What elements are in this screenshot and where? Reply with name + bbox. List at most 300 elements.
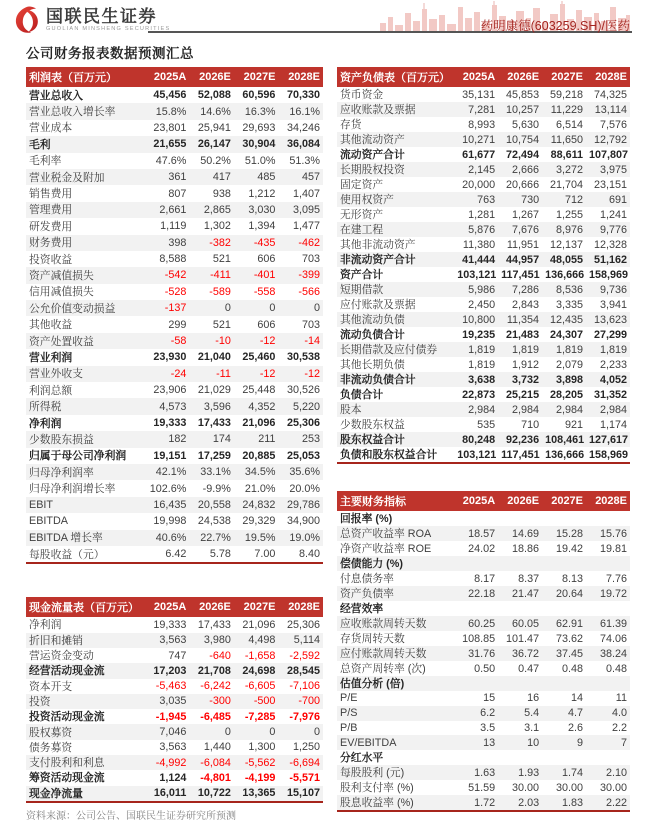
cell-value: 417 <box>189 169 234 185</box>
cell-value: 730 <box>498 192 542 207</box>
negative-value: -528 <box>164 285 187 298</box>
table-row <box>337 132 630 147</box>
cell-value: 2.2 <box>611 721 627 734</box>
negative-value: -12 <box>304 367 320 380</box>
flame-logo-icon <box>13 6 41 34</box>
row-label: 折旧和摊销 <box>26 633 145 648</box>
table-row <box>337 706 630 721</box>
table-row <box>337 735 630 750</box>
row-label: 筹资活动现金流 <box>29 772 105 785</box>
cell-value: 48,055 <box>542 252 586 267</box>
table-row <box>337 402 630 417</box>
cell-value: 44,957 <box>498 252 542 267</box>
table-row <box>26 103 323 119</box>
cell-value: 34,900 <box>286 515 320 528</box>
cell-value: 7,046 <box>145 724 190 739</box>
table-row <box>26 87 323 103</box>
cell-value: 73.62 <box>555 632 584 645</box>
row-label: 净资产收益率 ROE <box>340 543 432 555</box>
cell-value: 0 <box>278 300 323 316</box>
row-label: 利润总额 <box>29 384 73 397</box>
row-label: 营业总收入 <box>29 89 83 102</box>
row-label: 股东权益合计 <box>337 432 454 447</box>
cell-value <box>189 284 234 300</box>
negative-value: -500 <box>253 695 276 708</box>
cell-value: 51.3% <box>289 154 320 167</box>
cell-value: 0.48 <box>605 662 627 675</box>
cell-value: 30,538 <box>286 351 320 364</box>
cell-value: 8,536 <box>542 282 586 297</box>
cell-value: 72,494 <box>506 148 540 161</box>
table-row <box>337 252 630 267</box>
cell-value: 1,281 <box>468 208 496 221</box>
cell-value: 1,302 <box>203 220 231 233</box>
cell-value: 2,450 <box>468 298 496 311</box>
cell-value: 38.24 <box>586 646 630 661</box>
row-label: 其他流动负债 <box>337 312 454 327</box>
negative-value: -2,592 <box>289 649 320 662</box>
table-row <box>26 284 323 300</box>
negative-value: -137 <box>164 302 187 315</box>
row-label: 资产合计 <box>340 269 384 281</box>
cell-value: 6,514 <box>555 118 584 131</box>
table-row <box>26 382 323 398</box>
table-row <box>337 327 630 342</box>
cell-value: 51.59 <box>468 781 496 794</box>
cell-value <box>278 235 323 251</box>
cell-value: 398 <box>145 235 190 251</box>
table-row <box>26 755 323 770</box>
negative-value: -1,658 <box>244 649 276 662</box>
cell-value: 25,306 <box>286 417 320 429</box>
row-label: 估值分析 (倍) <box>337 676 630 691</box>
cell-value: 11,380 <box>462 238 496 251</box>
cell-value: 36.72 <box>498 646 542 661</box>
cell-value: 2,865 <box>189 202 234 218</box>
cell-value: 14.69 <box>498 526 542 541</box>
cell-value: 10,257 <box>498 102 542 117</box>
negative-value: -5,562 <box>244 756 276 769</box>
cell-value: 20,000 <box>462 178 496 191</box>
cell-value: 8.13 <box>562 572 584 585</box>
row-label: 长期股权投资 <box>337 162 454 177</box>
cell-value: 25,053 <box>286 449 320 462</box>
cell-value: 24.02 <box>468 542 496 555</box>
row-label: 付息债务率 <box>340 573 394 585</box>
cell-value: 211 <box>234 431 279 447</box>
row-label: 负债和股东权益合计 <box>340 449 438 461</box>
cell-value: 1.93 <box>498 765 542 780</box>
cell-value: 1.83 <box>542 795 586 811</box>
negative-value: -58 <box>170 335 187 348</box>
cell-value: 21,029 <box>197 384 231 397</box>
table-row <box>26 546 323 563</box>
cell-value: 5,876 <box>454 222 498 237</box>
row-label: 偿债能力 (%) <box>337 556 630 571</box>
company-logo <box>13 6 170 34</box>
negative-value: -411 <box>210 269 231 282</box>
year-header: 2027E <box>234 597 279 617</box>
cell-value: 7,576 <box>599 118 627 131</box>
cell-value: 710 <box>521 418 540 431</box>
cell-value: 21,655 <box>145 136 190 152</box>
cell-value: 3,638 <box>454 372 498 387</box>
cell-value: 17,433 <box>197 618 231 631</box>
cell-value: 6.2 <box>454 706 498 721</box>
table-row <box>337 432 630 447</box>
cell-value: 21,483 <box>506 328 540 341</box>
cell-value: 4.0 <box>586 706 630 721</box>
cell-value: 5,114 <box>278 633 323 648</box>
cell-value: 19,998 <box>153 515 187 528</box>
cell-value: 7 <box>586 735 630 750</box>
row-label: 应付账款周转天数 <box>337 646 454 661</box>
cell-value: 25,448 <box>242 384 276 397</box>
row-label: P/E <box>340 692 358 705</box>
cell-value: -9.9% <box>202 482 231 495</box>
negative-value: -640 <box>209 649 231 662</box>
row-label: 经营活动现金流 <box>26 663 145 678</box>
row-label: 营业成本 <box>29 122 73 135</box>
row-label: 信用减值损失 <box>29 286 94 299</box>
cell-value: 1,300 <box>248 741 276 754</box>
table-row <box>337 297 630 312</box>
cell-value <box>278 709 323 724</box>
cell-value: 31.76 <box>454 646 498 661</box>
cell-value: 11 <box>615 692 627 705</box>
cell-value: 14.6% <box>189 103 234 119</box>
negative-value: -12 <box>259 367 276 380</box>
cell-value: 2.22 <box>586 795 630 811</box>
table-row <box>26 513 323 529</box>
cell-value: 17,203 <box>145 663 190 678</box>
cell-value: 485 <box>234 169 279 185</box>
negative-value: -11 <box>216 367 231 380</box>
year-header: 2028E <box>586 491 630 511</box>
cell-value <box>189 679 234 694</box>
table-row <box>337 177 630 192</box>
cell-value: 10 <box>498 735 542 750</box>
row-label: 营运资金变动 <box>29 650 94 663</box>
cell-value: 22.18 <box>454 586 498 601</box>
row-label: 营业总收入增长率 <box>26 103 145 119</box>
negative-value: -10 <box>215 335 231 348</box>
cell-value: 3,596 <box>189 398 234 414</box>
cell-value: 2,984 <box>498 402 542 417</box>
cell-value: 1.63 <box>454 765 498 780</box>
table-title: 主要财务指标 <box>337 491 454 511</box>
cell-value: 1,819 <box>468 358 496 371</box>
cell-value: 23,906 <box>153 384 187 397</box>
cell-value <box>189 333 234 349</box>
cell-value <box>234 770 279 785</box>
cell-value: 88,611 <box>550 148 584 161</box>
negative-value: -435 <box>253 236 276 249</box>
page-title: 公司财务报表数据预测汇总 <box>26 46 194 61</box>
cell-value: 102.6% <box>149 482 187 495</box>
table-row <box>337 691 630 706</box>
cell-value: 60.05 <box>498 616 542 631</box>
table-row <box>337 447 630 463</box>
cell-value: 0 <box>189 724 234 739</box>
table-row <box>337 765 630 780</box>
logo-text-en: GUOLIAN MINSHENG SECURITIES <box>46 25 171 32</box>
cell-value: 6.42 <box>165 548 187 561</box>
key-indicators-section <box>337 491 630 812</box>
cell-value: 60,596 <box>242 89 276 102</box>
cashflow-statement-section <box>26 597 323 803</box>
table-row <box>337 162 630 177</box>
table-row <box>26 218 323 234</box>
row-label: 归属于母公司净利润 <box>29 450 127 463</box>
cell-value: 27,299 <box>593 328 627 341</box>
table-row <box>337 780 630 795</box>
table-row <box>337 661 630 676</box>
cell-value: 2.6 <box>568 721 584 734</box>
cell-value: 136,666 <box>545 448 585 461</box>
cell-value: 20,885 <box>242 449 276 462</box>
cell-value: 2.03 <box>498 795 542 811</box>
row-label: 少数股东损益 <box>26 431 145 447</box>
cell-value: 21,096 <box>242 417 276 429</box>
cell-value <box>234 267 279 283</box>
row-label: 经营效率 <box>340 603 384 615</box>
row-label: 营业利润 <box>29 351 73 364</box>
row-label: 销售费用 <box>29 188 73 201</box>
cell-value: 19,235 <box>462 328 496 341</box>
cell-value: 3,975 <box>586 162 630 177</box>
row-label: P/S <box>337 706 454 721</box>
cell-value: 1,440 <box>203 741 231 754</box>
row-label: 固定资产 <box>340 179 384 191</box>
cell-value: 22,873 <box>462 388 496 401</box>
table-row <box>26 235 323 251</box>
row-label: 公允价值变动损益 <box>26 300 145 316</box>
cell-value: 25,306 <box>286 618 320 631</box>
row-label: 股权募资 <box>26 724 145 739</box>
cell-value: 2,666 <box>498 162 542 177</box>
cell-value <box>278 267 323 283</box>
cell-value: 3,030 <box>234 202 279 218</box>
cell-value: 8.37 <box>518 572 540 585</box>
negative-value: -4,992 <box>155 756 187 769</box>
row-label: 毛利 <box>26 136 145 152</box>
cell-value: 3,980 <box>189 633 234 648</box>
table-row <box>337 571 630 586</box>
row-label: 支付股利和利息 <box>26 755 145 770</box>
table-row <box>26 202 323 218</box>
table-row <box>26 740 323 755</box>
negative-value: -6,694 <box>289 756 320 769</box>
cell-value: 1,124 <box>159 771 187 784</box>
table-row <box>26 448 323 464</box>
table-header-row <box>337 67 630 87</box>
cell-value <box>145 267 190 283</box>
cell-value: 703 <box>301 318 320 331</box>
negative-value: -24 <box>170 367 187 380</box>
cell-value: 2,233 <box>599 358 627 371</box>
cell-value: 2,984 <box>586 402 630 417</box>
cell-value: 23,151 <box>593 178 627 191</box>
cell-value: 1,174 <box>599 418 627 431</box>
negative-value: -12 <box>259 335 276 348</box>
cell-value: 20,558 <box>189 497 234 513</box>
cell-value: 2,145 <box>454 162 498 177</box>
report-stock-title: 药明康德(603259.SH)/医药 <box>480 19 630 33</box>
row-label: 股本 <box>337 402 454 417</box>
cell-value: 13,365 <box>234 786 279 802</box>
cell-value: 7,286 <box>498 282 542 297</box>
row-label: 归母净利润率 <box>26 464 145 480</box>
left-column <box>26 67 323 822</box>
cell-value: 5,220 <box>278 398 323 414</box>
cell-value: 158,969 <box>589 268 629 281</box>
cell-value: 1,819 <box>498 342 542 357</box>
cell-value: 1,819 <box>586 342 630 357</box>
cell-value <box>278 755 323 770</box>
cell-value: 2,079 <box>555 358 584 371</box>
cell-value: 3,898 <box>542 372 586 387</box>
table-row <box>26 648 323 663</box>
logo-text <box>46 8 170 33</box>
cell-value: 3,335 <box>555 298 584 311</box>
cell-value: 1,394 <box>248 220 276 233</box>
cell-value <box>234 366 279 382</box>
cell-value: 4,498 <box>234 633 279 648</box>
cell-value: 8,993 <box>468 118 496 131</box>
year-header: 2025A <box>145 597 190 617</box>
row-label: 分红水平 <box>340 752 384 765</box>
cell-value <box>189 235 234 251</box>
cell-value: 3.5 <box>480 721 496 734</box>
year-header: 2025A <box>145 67 190 87</box>
balance-table <box>337 67 630 464</box>
cell-value: 1,119 <box>160 220 187 233</box>
row-label: 每股收益（元） <box>29 548 105 561</box>
right-column <box>337 67 630 812</box>
cell-value: 1,477 <box>292 220 320 233</box>
section-row <box>337 556 630 571</box>
cell-value: 18.86 <box>512 542 540 555</box>
cell-value: 1,819 <box>454 342 498 357</box>
cell-value: 16 <box>527 692 540 705</box>
cell-value: 24,698 <box>234 663 279 678</box>
row-label: 现金净流量 <box>26 786 145 802</box>
table-row <box>26 398 323 414</box>
row-label: 资产负债率 <box>337 586 454 601</box>
row-label: 每股股利 (元) <box>337 765 454 780</box>
cell-value: 15,107 <box>278 786 323 802</box>
cell-value: 2,984 <box>542 402 586 417</box>
cell-value: 35.6% <box>278 464 323 480</box>
table-row <box>26 333 323 349</box>
cell-value: 7.76 <box>605 572 627 585</box>
cell-value: 13,114 <box>586 102 630 117</box>
cell-value: 34,246 <box>286 121 320 134</box>
cell-value: 3,035 <box>145 694 190 709</box>
table-row <box>26 724 323 739</box>
table-row <box>26 251 323 267</box>
table-row <box>337 541 630 556</box>
cell-value: 23,801 <box>153 121 187 134</box>
cell-value <box>234 679 279 694</box>
income-table <box>26 67 323 564</box>
cell-value: 703 <box>301 253 320 266</box>
row-label: 净利润 <box>29 417 62 430</box>
negative-value: -300 <box>209 695 231 708</box>
cell-value <box>278 333 323 349</box>
row-label: 管理费用 <box>26 202 145 218</box>
cell-value: 19.81 <box>599 542 627 555</box>
cell-value <box>234 755 279 770</box>
negative-value: -566 <box>298 285 320 298</box>
cell-value: 3,563 <box>159 741 187 754</box>
table-row <box>26 120 323 136</box>
row-label: 资产减值损失 <box>26 267 145 283</box>
cell-value: 36,084 <box>278 136 323 152</box>
cell-value: 29,329 <box>242 515 276 528</box>
cell-value: 19.72 <box>586 586 630 601</box>
cell-value: 0 <box>278 724 323 739</box>
cell-value: 5,986 <box>454 282 498 297</box>
cell-value: 1,267 <box>512 208 540 221</box>
row-label: EV/EBITDA <box>337 735 454 750</box>
row-label: 股利支付率 (%) <box>340 782 414 795</box>
section-row <box>337 676 630 691</box>
table-row <box>337 417 630 432</box>
negative-value: -7,976 <box>289 710 320 723</box>
table-row <box>26 185 323 201</box>
table-row <box>337 586 630 601</box>
cell-value <box>145 709 190 724</box>
negative-value: -1,945 <box>155 710 187 723</box>
cell-value: 42.1% <box>145 464 190 480</box>
cell-value: 21.0% <box>244 482 276 495</box>
cell-value: 37.45 <box>542 646 586 661</box>
cell-value: 3,941 <box>599 298 627 311</box>
cell-value: 1,250 <box>292 741 320 754</box>
table-header-row <box>337 491 630 511</box>
table-row <box>337 282 630 297</box>
cell-value: 30.00 <box>599 781 627 794</box>
cell-value: 10,754 <box>498 132 542 147</box>
cell-value: 20,666 <box>506 178 540 191</box>
table-row <box>26 633 323 648</box>
cell-value: 3,095 <box>278 202 323 218</box>
cell-value: 17,433 <box>197 417 231 429</box>
cell-value: 606 <box>257 318 276 331</box>
year-header: 2027E <box>234 67 279 87</box>
table-row <box>337 117 630 132</box>
cell-value: 21,708 <box>189 663 234 678</box>
cell-value <box>145 333 190 349</box>
table-row <box>337 342 630 357</box>
cell-value: 21,096 <box>242 618 276 631</box>
cell-value: 938 <box>212 187 231 200</box>
cell-value <box>234 284 279 300</box>
cell-value: 19,151 <box>153 449 187 462</box>
cell-value: 20.64 <box>542 586 586 601</box>
row-label: 少数股东权益 <box>340 419 405 431</box>
section-row <box>337 750 630 765</box>
cell-value: 1,212 <box>248 187 276 200</box>
cell-value: 107,807 <box>589 148 629 161</box>
section-row <box>337 601 630 616</box>
row-label: 资产处置收益 <box>26 333 145 349</box>
cell-value: 34.5% <box>234 464 279 480</box>
cell-value: 19,333 <box>153 618 187 631</box>
cell-value: 24,538 <box>197 515 231 528</box>
